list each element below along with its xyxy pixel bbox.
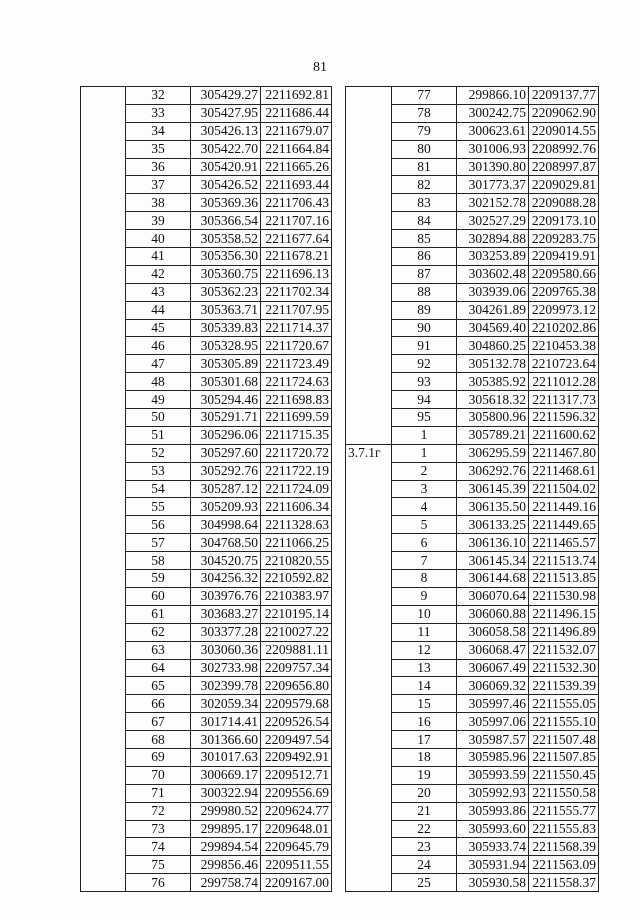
y-coordinate: 2211496.89: [529, 623, 599, 641]
point-number: 4: [392, 498, 457, 516]
y-coordinate: 2209579.68: [261, 695, 332, 713]
point-number: 36: [126, 158, 191, 176]
y-coordinate: 2211600.62: [529, 426, 599, 444]
point-number: 16: [392, 713, 457, 731]
x-coordinate: 305369.36: [191, 194, 261, 212]
y-coordinate: 2211555.10: [529, 713, 599, 731]
point-number: 91: [392, 337, 457, 355]
x-coordinate: 299856.46: [191, 856, 261, 874]
x-coordinate: 305385.92: [457, 373, 529, 391]
x-coordinate: 305132.78: [457, 355, 529, 373]
x-coordinate: 305339.83: [191, 319, 261, 337]
y-coordinate: 2211665.26: [261, 158, 332, 176]
y-coordinate: 2211066.25: [261, 534, 332, 552]
point-number: 72: [126, 802, 191, 820]
x-coordinate: 306058.58: [457, 623, 529, 641]
y-coordinate: 2208997.87: [529, 158, 599, 176]
x-coordinate: 300322.94: [191, 784, 261, 802]
x-coordinate: 302733.98: [191, 659, 261, 677]
y-coordinate: 2211513.74: [529, 552, 599, 570]
point-number: 1: [392, 444, 457, 462]
y-coordinate: 2211507.85: [529, 748, 599, 766]
x-coordinate: 302894.88: [457, 230, 529, 248]
point-number: 51: [126, 426, 191, 444]
x-coordinate: 301366.60: [191, 731, 261, 749]
y-coordinate: 2211563.09: [529, 856, 599, 874]
x-coordinate: 305292.76: [191, 462, 261, 480]
y-coordinate: 2211702.34: [261, 283, 332, 301]
point-number: 64: [126, 659, 191, 677]
x-coordinate: 305305.89: [191, 355, 261, 373]
point-number: 83: [392, 194, 457, 212]
point-number: 69: [126, 748, 191, 766]
point-number: 39: [126, 212, 191, 230]
x-coordinate: 305356.30: [191, 248, 261, 266]
x-coordinate: 305987.57: [457, 731, 529, 749]
point-number: 35: [126, 140, 191, 158]
y-coordinate: 2210592.82: [261, 570, 332, 588]
x-coordinate: 305933.74: [457, 838, 529, 856]
x-coordinate: 305422.70: [191, 140, 261, 158]
point-number: 82: [392, 176, 457, 194]
x-coordinate: 305985.96: [457, 748, 529, 766]
point-number: 81: [392, 158, 457, 176]
x-coordinate: 306069.32: [457, 677, 529, 695]
y-coordinate: 2209881.11: [261, 641, 332, 659]
section-label: [346, 87, 392, 445]
point-number: 40: [126, 230, 191, 248]
point-number: 49: [126, 391, 191, 409]
y-coordinate: 2210453.38: [529, 337, 599, 355]
point-number: 53: [126, 462, 191, 480]
point-number: 48: [126, 373, 191, 391]
point-number: 2: [392, 462, 457, 480]
table-row: [81, 87, 332, 105]
y-coordinate: 2210202.86: [529, 319, 599, 337]
x-coordinate: 300242.75: [457, 104, 529, 122]
y-coordinate: 2211723.49: [261, 355, 332, 373]
y-coordinate: 2209167.00: [261, 874, 332, 892]
y-coordinate: 2209014.55: [529, 122, 599, 140]
point-number: 77: [392, 87, 457, 105]
point-number: 20: [392, 784, 457, 802]
x-coordinate: 305358.52: [191, 230, 261, 248]
point-number: 84: [392, 212, 457, 230]
y-coordinate: 2211550.58: [529, 784, 599, 802]
y-coordinate: 2211698.83: [261, 391, 332, 409]
x-coordinate: 304768.50: [191, 534, 261, 552]
point-number: 79: [392, 122, 457, 140]
point-number: 92: [392, 355, 457, 373]
point-number: 15: [392, 695, 457, 713]
point-number: 42: [126, 265, 191, 283]
y-coordinate: 2211722.19: [261, 462, 332, 480]
point-number: 60: [126, 587, 191, 605]
point-number: 37: [126, 176, 191, 194]
point-number: 87: [392, 265, 457, 283]
y-coordinate: 2210027.22: [261, 623, 332, 641]
point-number: 7: [392, 552, 457, 570]
point-number: 25: [392, 874, 457, 892]
x-coordinate: 299758.74: [191, 874, 261, 892]
coordinates-table-right: [345, 86, 599, 892]
point-number: 95: [392, 409, 457, 427]
y-coordinate: 2211449.65: [529, 516, 599, 534]
x-coordinate: 305429.27: [191, 87, 261, 105]
y-coordinate: 2209624.77: [261, 802, 332, 820]
x-coordinate: 306292.76: [457, 462, 529, 480]
point-number: 73: [126, 820, 191, 838]
y-coordinate: 2211714.37: [261, 319, 332, 337]
point-number: 80: [392, 140, 457, 158]
x-coordinate: 299895.17: [191, 820, 261, 838]
point-number: 41: [126, 248, 191, 266]
x-coordinate: 305931.94: [457, 856, 529, 874]
x-coordinate: 303939.06: [457, 283, 529, 301]
point-number: 44: [126, 301, 191, 319]
x-coordinate: 305997.46: [457, 695, 529, 713]
x-coordinate: 305997.06: [457, 713, 529, 731]
y-coordinate: 2211707.95: [261, 301, 332, 319]
x-coordinate: 304998.64: [191, 516, 261, 534]
y-coordinate: 2211606.34: [261, 498, 332, 516]
point-number: 52: [126, 444, 191, 462]
x-coordinate: 303602.48: [457, 265, 529, 283]
x-coordinate: 299894.54: [191, 838, 261, 856]
x-coordinate: 303683.27: [191, 605, 261, 623]
point-number: 63: [126, 641, 191, 659]
y-coordinate: 2211596.32: [529, 409, 599, 427]
x-coordinate: 299866.10: [457, 87, 529, 105]
x-coordinate: 305294.46: [191, 391, 261, 409]
x-coordinate: 305427.95: [191, 104, 261, 122]
y-coordinate: 2211707.16: [261, 212, 332, 230]
point-number: 67: [126, 713, 191, 731]
x-coordinate: 305287.12: [191, 480, 261, 498]
x-coordinate: 306133.25: [457, 516, 529, 534]
y-coordinate: 2211317.73: [529, 391, 599, 409]
x-coordinate: 305993.60: [457, 820, 529, 838]
point-number: 18: [392, 748, 457, 766]
point-number: 9: [392, 587, 457, 605]
x-coordinate: 305426.13: [191, 122, 261, 140]
y-coordinate: 2209173.10: [529, 212, 599, 230]
y-coordinate: 2210195.14: [261, 605, 332, 623]
y-coordinate: 2211513.85: [529, 570, 599, 588]
y-coordinate: 2210383.97: [261, 587, 332, 605]
point-number: 78: [392, 104, 457, 122]
table-row: [346, 444, 599, 462]
y-coordinate: 2209497.54: [261, 731, 332, 749]
x-coordinate: 305291.71: [191, 409, 261, 427]
y-coordinate: 2211532.30: [529, 659, 599, 677]
x-coordinate: 300669.17: [191, 766, 261, 784]
point-number: 14: [392, 677, 457, 695]
point-number: 21: [392, 802, 457, 820]
x-coordinate: 306136.10: [457, 534, 529, 552]
point-number: 88: [392, 283, 457, 301]
point-number: 61: [126, 605, 191, 623]
x-coordinate: 305328.95: [191, 337, 261, 355]
coordinates-table-left: [80, 86, 332, 892]
point-number: 46: [126, 337, 191, 355]
x-coordinate: 305618.32: [457, 391, 529, 409]
point-number: 58: [126, 552, 191, 570]
x-coordinate: 304860.25: [457, 337, 529, 355]
x-coordinate: 301390.80: [457, 158, 529, 176]
x-coordinate: 302527.29: [457, 212, 529, 230]
point-number: 85: [392, 230, 457, 248]
table-row: [346, 87, 599, 105]
point-number: 38: [126, 194, 191, 212]
point-number: 74: [126, 838, 191, 856]
x-coordinate: 302152.78: [457, 194, 529, 212]
x-coordinate: 305362.23: [191, 283, 261, 301]
y-coordinate: 2209511.55: [261, 856, 332, 874]
point-number: 12: [392, 641, 457, 659]
y-coordinate: 2209062.90: [529, 104, 599, 122]
x-coordinate: 303976.76: [191, 587, 261, 605]
x-coordinate: 305789.21: [457, 426, 529, 444]
x-coordinate: 303377.28: [191, 623, 261, 641]
x-coordinate: 305800.96: [457, 409, 529, 427]
y-coordinate: 2209029.81: [529, 176, 599, 194]
y-coordinate: 2209512.71: [261, 766, 332, 784]
y-coordinate: 2211328.63: [261, 516, 332, 534]
x-coordinate: 301773.37: [457, 176, 529, 194]
x-coordinate: 305360.75: [191, 265, 261, 283]
y-coordinate: 2211504.02: [529, 480, 599, 498]
y-coordinate: 2211467.80: [529, 444, 599, 462]
x-coordinate: 305366.54: [191, 212, 261, 230]
point-number: 55: [126, 498, 191, 516]
x-coordinate: 300623.61: [457, 122, 529, 140]
y-coordinate: 2209765.38: [529, 283, 599, 301]
y-coordinate: 2209656.80: [261, 677, 332, 695]
y-coordinate: 2211720.67: [261, 337, 332, 355]
y-coordinate: 2211692.81: [261, 87, 332, 105]
point-number: 57: [126, 534, 191, 552]
x-coordinate: 305930.58: [457, 874, 529, 892]
point-number: 6: [392, 534, 457, 552]
point-number: 66: [126, 695, 191, 713]
y-coordinate: 2209648.01: [261, 820, 332, 838]
point-number: 45: [126, 319, 191, 337]
y-coordinate: 2209757.34: [261, 659, 332, 677]
point-number: 19: [392, 766, 457, 784]
y-coordinate: 2211465.57: [529, 534, 599, 552]
x-coordinate: 301006.93: [457, 140, 529, 158]
point-number: 50: [126, 409, 191, 427]
y-coordinate: 2211012.28: [529, 373, 599, 391]
x-coordinate: 299980.52: [191, 802, 261, 820]
y-coordinate: 2208992.76: [529, 140, 599, 158]
x-coordinate: 302059.34: [191, 695, 261, 713]
point-number: 76: [126, 874, 191, 892]
x-coordinate: 305297.60: [191, 444, 261, 462]
y-coordinate: 2209526.54: [261, 713, 332, 731]
x-coordinate: 305296.06: [191, 426, 261, 444]
x-coordinate: 305363.71: [191, 301, 261, 319]
y-coordinate: 2209973.12: [529, 301, 599, 319]
y-coordinate: 2211555.83: [529, 820, 599, 838]
x-coordinate: 303253.89: [457, 248, 529, 266]
y-coordinate: 2211555.77: [529, 802, 599, 820]
y-coordinate: 2211678.21: [261, 248, 332, 266]
y-coordinate: 2211555.05: [529, 695, 599, 713]
x-coordinate: 303060.36: [191, 641, 261, 659]
x-coordinate: 306144.68: [457, 570, 529, 588]
point-number: 71: [126, 784, 191, 802]
point-number: 86: [392, 248, 457, 266]
y-coordinate: 2210820.55: [261, 552, 332, 570]
y-coordinate: 2209645.79: [261, 838, 332, 856]
x-coordinate: 304520.75: [191, 552, 261, 570]
y-coordinate: 2211715.35: [261, 426, 332, 444]
y-coordinate: 2211720.72: [261, 444, 332, 462]
point-number: 90: [392, 319, 457, 337]
point-number: 75: [126, 856, 191, 874]
x-coordinate: 306068.47: [457, 641, 529, 659]
x-coordinate: 306145.39: [457, 480, 529, 498]
x-coordinate: 301017.63: [191, 748, 261, 766]
x-coordinate: 306067.49: [457, 659, 529, 677]
y-coordinate: 2210723.64: [529, 355, 599, 373]
point-number: 24: [392, 856, 457, 874]
y-coordinate: 2209492.91: [261, 748, 332, 766]
section-label: [81, 87, 126, 892]
point-number: 3: [392, 480, 457, 498]
point-number: 32: [126, 87, 191, 105]
y-coordinate: 2209088.28: [529, 194, 599, 212]
y-coordinate: 2209283.75: [529, 230, 599, 248]
x-coordinate: 305993.86: [457, 802, 529, 820]
y-coordinate: 2211696.13: [261, 265, 332, 283]
point-number: 70: [126, 766, 191, 784]
x-coordinate: 305209.93: [191, 498, 261, 516]
y-coordinate: 2211679.07: [261, 122, 332, 140]
point-number: 59: [126, 570, 191, 588]
y-coordinate: 2209419.91: [529, 248, 599, 266]
point-number: 43: [126, 283, 191, 301]
y-coordinate: 2211724.09: [261, 480, 332, 498]
point-number: 54: [126, 480, 191, 498]
x-coordinate: 305301.68: [191, 373, 261, 391]
y-coordinate: 2211449.16: [529, 498, 599, 516]
x-coordinate: 305420.91: [191, 158, 261, 176]
x-coordinate: 306060.88: [457, 605, 529, 623]
point-number: 17: [392, 731, 457, 749]
x-coordinate: 302399.78: [191, 677, 261, 695]
point-number: 33: [126, 104, 191, 122]
y-coordinate: 2211693.44: [261, 176, 332, 194]
y-coordinate: 2209556.69: [261, 784, 332, 802]
x-coordinate: 304256.32: [191, 570, 261, 588]
y-coordinate: 2211724.63: [261, 373, 332, 391]
x-coordinate: 304569.40: [457, 319, 529, 337]
y-coordinate: 2211507.48: [529, 731, 599, 749]
point-number: 10: [392, 605, 457, 623]
section-label: 3.7.1г: [346, 444, 392, 891]
point-number: 8: [392, 570, 457, 588]
y-coordinate: 2211550.45: [529, 766, 599, 784]
y-coordinate: 2211706.43: [261, 194, 332, 212]
point-number: 47: [126, 355, 191, 373]
y-coordinate: 2211468.61: [529, 462, 599, 480]
y-coordinate: 2209137.77: [529, 87, 599, 105]
point-number: 5: [392, 516, 457, 534]
point-number: 68: [126, 731, 191, 749]
point-number: 1: [392, 426, 457, 444]
x-coordinate: 304261.89: [457, 301, 529, 319]
y-coordinate: 2211532.07: [529, 641, 599, 659]
y-coordinate: 2211699.59: [261, 409, 332, 427]
y-coordinate: 2209580.66: [529, 265, 599, 283]
page-number: 81: [313, 60, 327, 75]
x-coordinate: 305993.59: [457, 766, 529, 784]
y-coordinate: 2211558.37: [529, 874, 599, 892]
point-number: 93: [392, 373, 457, 391]
x-coordinate: 306070.64: [457, 587, 529, 605]
x-coordinate: 305992.93: [457, 784, 529, 802]
point-number: 22: [392, 820, 457, 838]
y-coordinate: 2211686.44: [261, 104, 332, 122]
y-coordinate: 2211568.39: [529, 838, 599, 856]
x-coordinate: 306135.50: [457, 498, 529, 516]
point-number: 62: [126, 623, 191, 641]
y-coordinate: 2211496.15: [529, 605, 599, 623]
point-number: 94: [392, 391, 457, 409]
x-coordinate: 305426.52: [191, 176, 261, 194]
point-number: 13: [392, 659, 457, 677]
y-coordinate: 2211539.39: [529, 677, 599, 695]
x-coordinate: 306295.59: [457, 444, 529, 462]
point-number: 56: [126, 516, 191, 534]
point-number: 89: [392, 301, 457, 319]
point-number: 65: [126, 677, 191, 695]
point-number: 11: [392, 623, 457, 641]
x-coordinate: 306145.34: [457, 552, 529, 570]
x-coordinate: 301714.41: [191, 713, 261, 731]
y-coordinate: 2211677.64: [261, 230, 332, 248]
y-coordinate: 2211530.98: [529, 587, 599, 605]
point-number: 23: [392, 838, 457, 856]
y-coordinate: 2211664.84: [261, 140, 332, 158]
point-number: 34: [126, 122, 191, 140]
